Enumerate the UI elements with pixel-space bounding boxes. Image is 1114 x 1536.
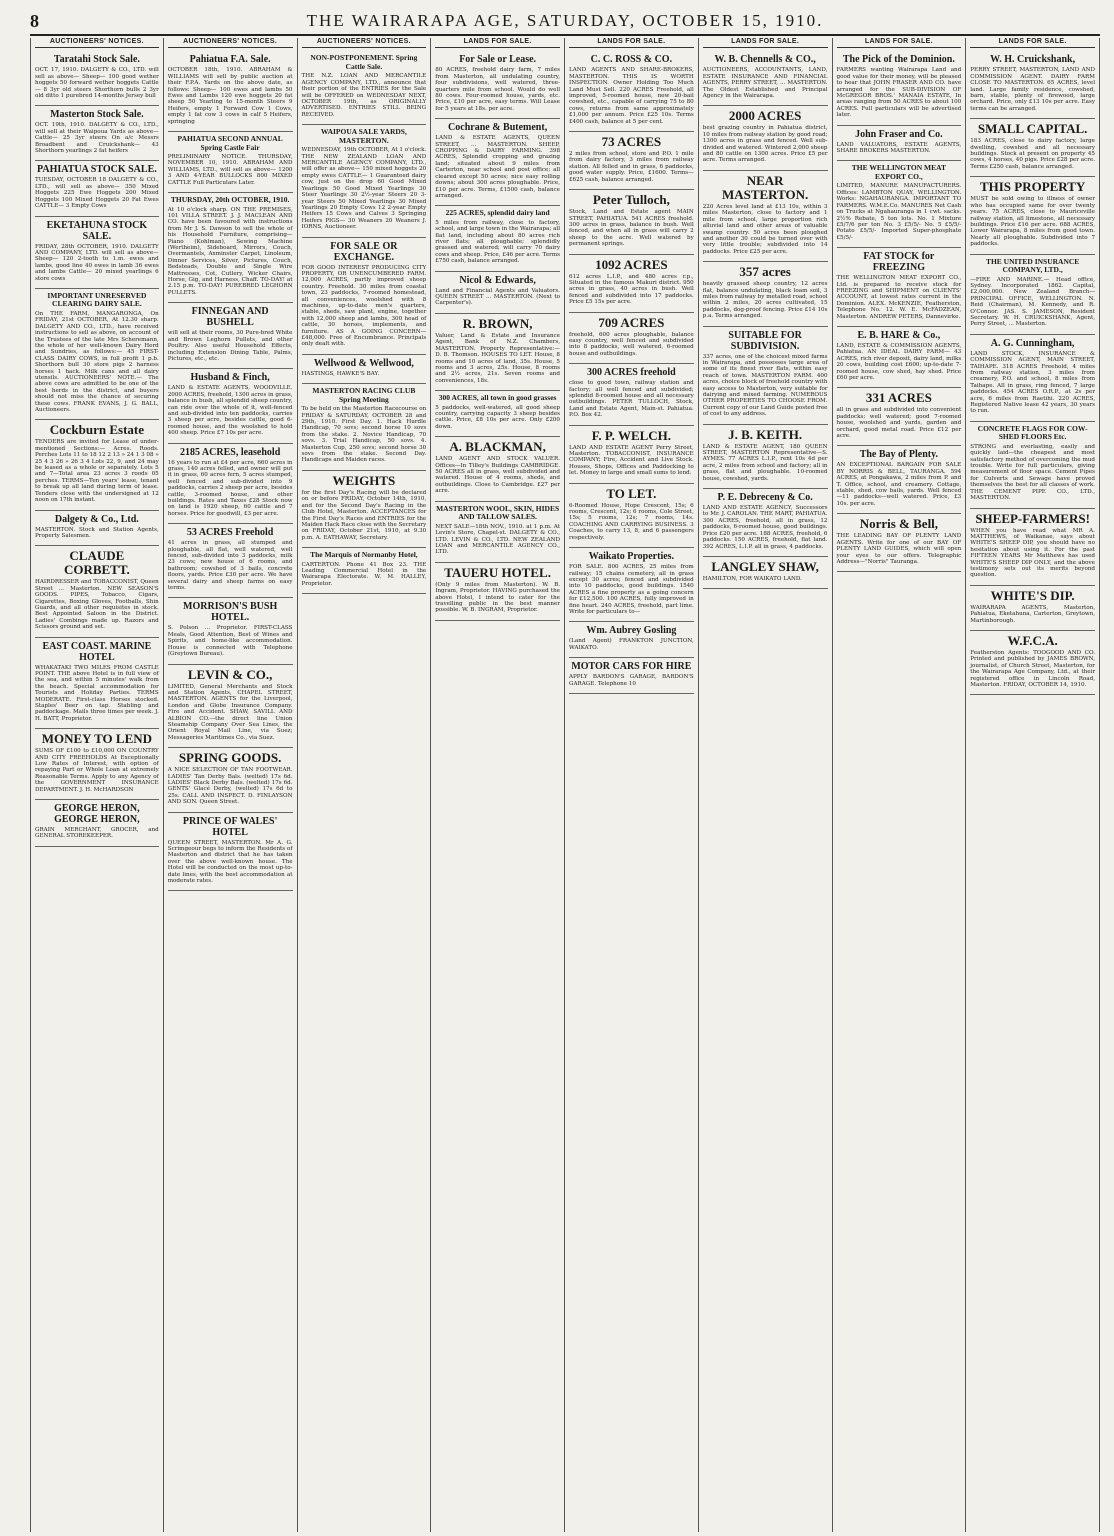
ad-heading: PRINCE OF WALES' HOTEL	[182, 815, 278, 838]
ad-body-text: S. Polson ... Proprietor. FIRST-CLASS Meals, Good Attention, Best of Wines and Spirits, and home-like accommodation. House is connected with Telephone (Greytown Bureau).	[167, 625, 293, 658]
ad-body-text: FOR GOOD INTEREST PRODUCING CITY PROPERTY, OR UNENCUMBERED FARM. 12,000 ACRES, partly improved sheep country. Freehold. 30 miles from coastal town, 23 paddocks, 7-roomed homestead, all conveniences, woolshed with 8 machines, up-to-date men's quarters, stable, sheds, saw plant, engine, together with 12,000 sheep and lambs, 300 head of cattle, 30 horses, implements, and furniture. AS A GOING CONCERN— £48,000. Free of Encumbrance. Principals only dealt with.	[301, 264, 427, 348]
ad-heading: 73 ACRES	[601, 134, 662, 150]
advertisement	[168, 193, 293, 303]
advertisement	[970, 177, 1095, 254]
advertisement	[703, 106, 828, 170]
ad-heading: LANGLEY SHAW,	[711, 558, 819, 574]
ad-heading: THE WELLINGTON MEAT EXPORT CO.,	[851, 163, 946, 181]
advertisement	[837, 327, 962, 388]
ad-body-text: LAND AGENTS AND SHARE-BROKERS, MASTERTON. THIS IS WORTH INSPECTION. Owner Holding Too Much Land Must Sell. 220 ACRES Freehold, all improved, 5-roomed house, new 20-bail cowshed, etc., capable of carrying 75 to 80 cows, returns from same approximately £1,000 per annum. Price £25 10s. Terms £400 cash, balance at 5 per cent.	[569, 67, 694, 125]
advertisement	[35, 729, 159, 800]
ad-heading: A. G. Cunningham,	[990, 337, 1075, 349]
advertisement	[970, 335, 1095, 422]
ad-body-text: OCTOBER 18th, 1910. ABRAHAM & WILLIAMS will sell by public auction at their F.P.A. Yards on the above date, as follows: Sheep— 100 ewes and lambs 50 Ewes and Lambs 120 ewe hoggets 20 fat sheep 50 Yearling to 15-month Steers 9 Heifers, empty 1 Forward Cow 1 Cows, empty 1 fat cow 3 cows in calf 5 Heifers, springing	[167, 67, 293, 125]
column-7	[833, 38, 967, 1532]
ad-heading: Husband & Finch,	[190, 372, 270, 384]
ad-heading: MORRISON'S BUSH HOTEL.	[183, 601, 278, 624]
ad-body-text: CARTERTON. Phone 41 Box 23. THE Leading Commercial Hotel in the Wairarapa Electorate. W. M. HALLEY, Proprietor.	[301, 561, 427, 587]
ad-body-text: 2 miles from school, store and P.O. 1 mile from dairy factory, 3 miles from railway station. All felled and in grass, 6 paddocks, good water supply. Price, £1600. Terms—£625 cash, balance arranged.	[569, 151, 694, 183]
ad-body-text: 6-Roomed House, Hope Crescent, 15s; 6 rooms, Crescent, 12s; 6 rooms, Cole Street, 15s; 5 rooms, 12s; 7 rooms, 14s. COACHING AND CARRYING BUSINESS. 3 Coaches, to carry 13, 8, and 6 passengers respectively.	[569, 502, 694, 541]
advertisement	[970, 509, 1095, 586]
advertisement	[837, 161, 962, 248]
ad-body-text: Featherston Agents: TOOGOOD AND CO. Printed and published by JAMES BROWN, journalist, of Church Street, Masterton, for the Wairarapa Age Company, Ltd., at their registered office in Lincoln Road, Masterton. FRIDAY, OCTOBER 14, 1910.	[970, 649, 1095, 688]
advertisement	[970, 51, 1095, 119]
ad-body-text: 5 miles from railway, close to factory, school, and large town in the Wairarapa; all flat land, including about 80 acres rich river flats; all ploughable; splendidly grassed and watered; will carry 70 dairy cows and sheep. Price, £46 per acre. Terms £750 cash, balance arranged.	[435, 219, 560, 265]
ad-body-text: 183 ACRES, close to dairy factory, large dwelling, cowshed and all necessary buildings. Stock at present on property 45 cows, 4 horses, 40 pigs. Price £28 per acre. Terms £250 cash, balance arranged.	[970, 138, 1095, 170]
ad-body-text: 5 paddocks, well-watered, all good sheep country, carrying capacity 3 sheep besides cattle. Price, £8 10s per acre. Only £200 down.	[435, 404, 560, 430]
advertisement	[569, 484, 694, 548]
ad-heading: TAUERU HOTEL.	[444, 564, 551, 580]
ad-body-text: FARMERS wanting Wairarapa Land and good value for their money, will be pleased to hear that JOHN FRASER AND CO. have arranged for the SUB-DIVISION OF McGREGOR BROS.' MANAIA ESTATE, In areas ranging from 50 ACRES to about 100 ACRES. Full particulars will be advertised later.	[836, 67, 962, 119]
ad-body-text: (Land Agent) FRANKTON JUNCTION, WAIKATO.	[569, 638, 694, 651]
ad-body-text: APPLY BARDON'S GARAGE, BARDON'S GARAGE. Telephone 10	[569, 674, 694, 687]
ad-body-text: 220 Acres level land at £13 10s, within 3 miles Masterton, close to factory and 1 mile from school, large proportion rich alluvial land and other areas of valuable swamp country. 50 acres been ploughed and another 30 could be turned over with very little trouble; subdivided into 14 paddocks. Price £25 per acre.	[702, 203, 828, 255]
advertisement	[302, 125, 427, 237]
ad-body-text: SUMS OF £100 to £10,000 ON COUNTRY AND CITY FREEHOLDS At Exceptionally Low Rates of Interest, with option of repaying Part or Whole Loan at extremely Reasonable Terms. Apply to any Agency of the GOVERNMENT INSURANCE DEPARTMENT. J. H. McHARDSON	[35, 748, 159, 793]
advertisement	[837, 388, 962, 446]
advertisement	[35, 289, 159, 421]
ad-body-text: LAND AGENT AND STOCK VALUER. Offices—In Tilley's Buildings CAMBRIDGE. 50 ACRES all in grass, well subdivided and watered. House of 4 rooms, sheds, and outbuildings. Close to Cambridge. £27 per acre.	[435, 456, 560, 495]
column-header: LANDS FOR SALE.	[703, 38, 828, 48]
ad-body-text: MASTERTON. Stock and Station Agents, Property Salesmen.	[35, 526, 159, 539]
ad-body-text: QUEEN STREET, MASTERTON. Mr A. G. Scrimgeour begs to inform the Residents of Masterton and district that he has taken over the above well-known house. The Hotel will be conducted on the most up-to-date lines, with the best accommodation at moderate rates.	[167, 839, 293, 885]
advertisement	[435, 51, 560, 119]
ad-body-text: LAND STOCK, INSURANCE & COMMISSION AGENT, MAIN STREET, TAIHAPE. 318 ACRES Freehold, 4 miles from railway station, 3 miles from creamery, P.O. and school, 8 miles from Taihape. All in grass, ring fenced, 7 large paddocks. 454 ACRES O.R.P., at 2s per acre, 6 miles from Raetihi. 220 ACRES, Registered Native lease 42 years, 30 years to run.	[970, 350, 1095, 415]
ad-heading: Dalgety & Co., Ltd.	[54, 513, 139, 525]
advertisement	[703, 557, 828, 589]
advertisement	[569, 548, 694, 622]
ad-heading: GEORGE HERON, GEORGE HERON,	[54, 803, 140, 826]
ad-body-text: AUCTIONEERS, ACCOUNTANTS, LAND, ESTATE INSURANCE AND FINANCIAL AGENTS, PERRY STREET, ... MASTERTON. The Oldest Established and Principal Agency in the Wairarapa.	[702, 67, 828, 100]
masthead	[30, 8, 1100, 36]
column-grid	[30, 38, 1100, 1532]
ad-heading: PAHIATUA STOCK SALE.	[36, 164, 157, 176]
ad-heading: E. B. HARE & Co.,	[857, 329, 941, 341]
ad-body-text: 80 ACRES, freehold dairy farm, 7 miles from Masterton, all undulating country, four subdivisions, well watered, three-quarters mile from school. Would do well 80 cows. Four-roomed house, yards, etc. Price, £10 per acre, easy terms. Will Lease for 5 years at 18s. per acre.	[435, 67, 560, 112]
ad-heading: PAHIATUA SECOND ANNUAL Spring Castle Fair	[177, 134, 283, 152]
ad-body-text: THE WELLINGTON MEAT EXPORT CO., Ltd. is prepared to receive stock for FREEZING and SHIPMENT on CLIENTS' ACCOUNT, at lowest rates current in the Dominion. ALEX. McKENZIE, Featherston, Telephone No. 12. W. E. McFADZEAN, Masterton. ANDREW PETERS, Dannevirke.	[836, 275, 962, 320]
advertisement	[703, 262, 828, 326]
advertisement	[569, 132, 694, 190]
ad-body-text: WEDNESDAY, 19th OCTOBER, At 1 o'clock. THE NEW ZEALAND LOAN AND MERCANTILE AGENCY COMPANY, LTD., will offer as above— 150 mixed hoggets 20 empty ewes CATTLE— 1 Guaranteed dairy cow, just on the drop 60 Good Mixed Yearlings 50 Good Mixed Yearlings 30 Steer Yearlings 30 2½-year Steers 20 3-year Steers 50 Mixed Yearlings 30 Mixed Yearlings 20 Empty Cows 12 2-year Empty Heifers 15 Cows and Calves 3 Springing Heifers PIGS— 30 Weaners 20 Weaners J. IORNS, Auctioneer.	[301, 147, 427, 231]
advertisement	[569, 426, 694, 484]
ad-heading: F. P. WELCH.	[591, 427, 672, 443]
ad-body-text: A NICE SELECTION OF TAN FOOTWEAR. LADIES' Tan Derby Bals. (welted) 17s 6d. LADIES' Black Derby Bals. (welted) 17s 6d. GENTS' Glacé Derby, (welted) 17s 6d to 25s. CALL AND INSPECT. D. FINLAYSON AND SON. Queen Street.	[167, 767, 293, 806]
ad-heading: A. BLACKMAN,	[449, 439, 546, 455]
ad-heading: Norris & Bell,	[859, 516, 939, 532]
ad-body-text: 337 acres, one of the choicest mixed farms in Wairarapa, and possesses large area of some of its finest river flats, within easy reach of town. MASTERTON FARM. 400 acres, choice block of freehold country with easy access to Masterton, very suitable for dairying and mixed farming. NUMEROUS OTHER PROPERTIES TO CHOOSE FROM. Current copy of our Land Guide posted free of cost to any address.	[702, 353, 828, 418]
newspaper-title-line: THE WAIRARAPA AGE, SATURDAY, OCTOBER 15, 1910.	[306, 11, 824, 30]
advertisement	[35, 51, 159, 106]
ad-heading: NEAR MASTERTON.	[721, 172, 809, 202]
ad-body-text: 16 years to run at £4 per acre, 660 acres in grass, 140 acres felled, and owner will put it in grass, 60 acres fern, 5 acres stumped, well fenced and sub-divided into 9 paddocks, carries 2 sheep per acre, besides cattle, 3-roomed house, and other buildings. Rates and Taxes £28 Stock now on land is 1920 sheep, 60 cattle and 7 horses. Price for goodwill, £3 per acre.	[167, 459, 293, 517]
ad-heading: THE UNITED INSURANCE COMPANY, LTD.,	[985, 256, 1080, 275]
advertisement	[168, 598, 293, 664]
ad-body-text: LAND & ESTATE AGENTS, QUEEN STREET, ... MASTERTON. SHEEP, CROPPING & DAIRY FARMING. 398 ACRES, Splendid cropping and grazing land; situated about 9 miles from Carterton, near school and post office; all cleared except 50 acres; nice easy rolling downs; about 300 acres ploughable. Price, £10 per acre. Terms, £1500 cash, balance arranged.	[435, 135, 560, 199]
ad-heading: J. B. KEITH.	[728, 426, 803, 442]
ad-heading: Pahiatua F.A. Sale.	[189, 54, 271, 66]
ad-body-text: LIMITED, MANURE MANUFACTURERS. Offices: LAMBTON QUAY, WELLINGTON. Works: NGAHAURANGA. IMPORTANT TO FARMERS. W.M.E.Co. MANURES Net Cash on Trucks at Ngahauranga in 1 cwt. sacks. 2½% Rebate, 5 ton lots. No. 1 Mixture £5/7/6 per ton No. 3 £5/5/- No. 5 £5/5/- Potato £5/5/- Imported Super-phosphate £5/5/-	[836, 183, 962, 241]
advertisement	[168, 303, 293, 369]
ad-body-text: PERRY STREET, MASTERTON, LAND AND COMMISSION AGENT. DAIRY FARM CLOSE TO MASTERTON. 65 ACRES, level land. Large family residence, cowshed, barn, stable, plenty of firewood, large orchard. Price, only £13 10s per acre. Easy terms can be arranged.	[970, 67, 1095, 112]
advertisement	[35, 161, 159, 216]
ad-body-text: TUESDAY, OCTOBER 18 DALGETY & CO., LTD., will sell as above— 350 Mixed Hoggets 225 Ewe Hoggets 200 Mixed Hoggets 100 Mixed Hoggets 20 Fat Ewes CATTLE— 3 Empty Cows	[35, 177, 159, 210]
advertisement	[435, 206, 560, 271]
ad-body-text: LAND AND ESTATE AGENCY, Successors to Mr. J. CAROLAN. THE MART, PAHIATUA. 300 ACRES, freehold, all in grass, 12 paddocks, 6-roomed house, good buildings. Price £20 per acre. 188 ACRES, freehold, 6 paddocks. 150 ACRES, freehold, flat land. 392 ACRES, L.I.P. all in grass, 4 paddocks.	[702, 505, 828, 550]
ad-heading: SUITABLE FOR SUBDIVISION.	[728, 329, 802, 352]
ad-heading: NON-POSTPONEMENT. Spring Cattle Sale.	[310, 53, 418, 71]
ad-body-text: FRIDAY, 28th OCTOBER, 1910. DALGETY AND COMPANY, LTD. will sell as above— Sheep— 120 2-tooth to 1.m. ewes and lambs, good line 40 ewes in lamb 36 ewes and lambs Cattle— 20 mixed yearlings 6 store cows	[35, 243, 159, 282]
ad-body-text: all in grass and subdivided into convenient paddocks; well watered; good 7-roomed house, woolshed and yards, garden and orchard, good metal road. Price £12 per acre.	[836, 407, 962, 440]
ad-heading: IMPORTANT UNRESERVED CLEARING DAIRY SALE.	[47, 290, 147, 309]
advertisement	[302, 51, 427, 125]
ad-body-text: THE LEADING BAY OF PLENTY LAND AGENTS. Write for one of our BAY OF PLENTY LAND GUIDES, which will open your eyes to our offers. Telegraphic Address—"Norris" Tauranga.	[836, 533, 962, 565]
column-header: AUCTIONEERS' NOTICES.	[35, 38, 159, 48]
ad-body-text: Land and Financial Agents and Valuators. QUEEN STREET ... MASTERTON. (Next to Carpenter's).	[435, 287, 560, 307]
ad-heading: Cockburn Estate	[49, 422, 144, 438]
advertisement	[35, 546, 159, 637]
ad-heading: P. E. Debreceny & Co.	[717, 492, 813, 504]
advertisement	[703, 51, 828, 106]
ad-heading: Cochrane & Butement,	[448, 122, 548, 134]
advertisement	[35, 800, 159, 847]
ad-heading: 225 ACRES, splendid dairy land	[445, 208, 550, 218]
ad-body-text: WHAKATAKI TWO MILES FROM CASTLE POINT. THE above Hotel is in full view of the sea, and within 5 minutes' walk from the beach. Special accommodation for Tourists and Holiday Parties. TERMS MODERATE. First-class Horses stocked. Staples' Beer on tap. Stabling and paddockage. Mails three times per week. J. H. BATT, Proprietor.	[35, 664, 159, 722]
advertisement	[35, 106, 159, 161]
advertisement	[35, 638, 159, 730]
column-header: AUCTIONEERS' NOTICES.	[302, 38, 427, 48]
ad-body-text: Stock, Land and Estate agent MAIN STREET, PAHIATUA. 541 ACRES freehold. 300 acres in grass, balance in bush. Well fenced, and when all in grass will carry 2 sheep to the acre. Well watered by permanent springs.	[569, 209, 694, 248]
ad-heading: W. B. Chennells & CO.,	[714, 54, 816, 66]
ad-body-text: NEXT SALE—18th NOV., 1910. at 1 p.m. At Levin's Store, Chapel-st. DALGETY & CO., LTD. LEVIN & CO., LTD. NEW ZEALAND LOAN and MERCANTILE AGENCY CO., LTD.	[435, 523, 560, 556]
ad-heading: For Sale or Lease.	[459, 54, 537, 66]
ad-heading: 300 ACRES, all town in good grasses	[438, 393, 557, 403]
advertisement	[703, 489, 828, 557]
advertisement	[302, 355, 427, 384]
ad-body-text: FOR SALE. 800 ACRES, 25 miles from railway; 15 chains cemetery, all in grass except 30 acres; fenced and subdivided into 10 paddocks, good buildings. 1540 ACRES a fine property as a going concern for £12,500. 100 ACRES, fully improved in fine heart. 240 ACRES, freehold, part lime. Write for particulars to—	[569, 564, 694, 615]
ad-heading: 2185 ACRES, leasehold	[179, 446, 281, 458]
advertisement	[168, 813, 293, 892]
advertisement	[970, 255, 1095, 335]
ad-heading: Masterton Stock Sale.	[50, 109, 144, 121]
advertisement	[703, 171, 828, 262]
ad-body-text: GRAIN MERCHANT, GROCER, and GENERAL STOREKEEPER.	[35, 827, 159, 840]
ad-heading: CONCRETE FLAGS FOR COW-SHED FLOORS Etc.	[977, 423, 1088, 442]
advertisement	[435, 563, 560, 621]
ad-heading: 357 acres	[739, 264, 791, 280]
ad-heading: MASTERTON WOOL, SKIN, HIDES AND TALLOW SALES.	[436, 503, 560, 522]
advertisement	[435, 272, 560, 314]
ad-heading: EAST COAST. MARINE HOTEL	[42, 640, 152, 663]
ad-heading: WHITE'S DIP.	[990, 587, 1075, 603]
advertisement	[703, 327, 828, 425]
advertisement	[168, 524, 293, 598]
ad-body-text: LIMITED, General Merchants and Stock and Station Agents, CHAPEL STREET, MASTERTON. AGENTS for the Liverpool, London and Globe Insurance Company. Fire and Accident. SHAW, SAVILL AND ALBION CO.—the direct line Union Steamship Company Over Sea Lines, the Orient Royal Mail Line, via Suez; Messageries Maritimes Co., via Suez.	[167, 683, 293, 741]
advertisement	[302, 238, 427, 355]
ad-heading: The Marquis of Normanby Hotel,	[310, 550, 418, 560]
advertisement	[569, 51, 694, 132]
advertisement	[302, 548, 427, 594]
ad-heading: W.F.C.A.	[1007, 632, 1058, 648]
ad-body-text: PRELIMINARY NOTICE. THURSDAY, NOVEMBER 10, 1910. ABRAHAM AND WILLIAMS, LTD., will sell as above— 1200 3 AND 4-YEAR BULLOCKS 800 MIXED CATTLE Full Particulars Later.	[167, 154, 293, 186]
advertisement	[302, 471, 427, 548]
column-2	[164, 38, 298, 1532]
ad-body-text: HAIRDRESSER and TOBACCONIST, Queen Street ... Masterton. NEW SEASON'S GOODS. PIPES, Tobacco, Cigars, Cigarettes, Boxing Gloves, Footballs, Shin Guards, and all other requisites in stock. Best Appointed Saloon in the District. Ladies' Combings made up. Razors and Scissors ground and set.	[35, 579, 159, 631]
advertisement	[837, 446, 962, 514]
ad-heading: The Pick of the Dominion.	[842, 54, 955, 66]
ad-heading: Peter Tulloch,	[592, 192, 670, 208]
ad-body-text: At 10 o'clock sharp. ON THE PREMISES, 101 VILLA STREET. J. J. MACLEAN AND CO. have been favoured with instructions from Mr J. S. Dawson to sell the whole of his Household Furniture, comprising— Piano (Kohlman), Sewing Machine (Wertheim), Sideboard, Mirrors, Couch, Overmantels, Axminster Carpet, Linoleum, Dinner Services, Silver, Pictures, Couch, Bedsteads, Double and Single Wire Mattresses, Cot, Cutlery, Wicker Chairs, Horse, Gig, and Harness, Chaff. TO-DAY! at 2.15 p.m. TO-DAY! PUREBRED LEGHORN PULLETS.	[167, 206, 293, 296]
ad-body-text: LAND & ESTATE AGENTS, WOODVILLE. 2000 ACRES, freehold, 1300 acres in grass, balance in bush, all splendid sheep country, can ride over the whole of it, well-fenced and sub-divided into ten paddocks, carries 3 sheep per acre, besides cattle, good 6-roomed house, and the woolshed to hold 400 sheep. Price £7 10s per acre.	[167, 385, 293, 437]
ad-heading: Taratahi Stock Sale.	[53, 54, 140, 66]
ad-body-text: OCT. 17, 1910. DALGETY & CO., LTD. will sell as above— Sheep— 100 good wether hoggets 50 forward wether hoggets Cattle— 8 3yr old steers Shorthorn bulls 2 3yr old ditto 1 purebred 14-months Jersey bull	[35, 67, 159, 100]
ad-heading: FINNEGAN AND BUSHELL	[191, 306, 269, 329]
column-header: LANDS FOR SALE.	[837, 38, 962, 48]
advertisement	[837, 51, 962, 125]
advertisement	[435, 119, 560, 206]
ad-body-text: Valuer, Land & Estate and Insurance Agent, Bank of N.Z. Chambers, MASTERTON. Property Representative:— D. B. Thomson. HOUSES TO LET. House, 8 rooms and 10 acres of land, 35s. House, 5 rooms and 3 acres, 25s. House, 8 rooms and 2½ acres, 21s. Seven rooms and conveniences, 18s.	[435, 332, 560, 384]
ad-heading: 331 ACRES	[865, 390, 932, 406]
advertisement	[168, 444, 293, 525]
ad-heading: CLAUDE CORBETT.	[63, 548, 130, 578]
advertisement	[970, 119, 1095, 177]
ad-heading: TO LET.	[606, 485, 657, 501]
advertisement	[703, 425, 828, 489]
page-number: 8	[30, 10, 39, 31]
advertisement	[435, 314, 560, 391]
ad-heading: R. BROWN,	[462, 315, 533, 331]
advertisement	[569, 190, 694, 254]
ad-body-text: close to good town, railway station and factory; all well fenced and subdivided; splendid 8-roomed house and all necessary outbuildings. PETER TULLOCH, Stock, Land and Estate Agent, Main-st. Pahiatua. P.O. Box 42.	[569, 380, 694, 419]
ad-heading: 53 ACRES Freehold	[186, 527, 274, 539]
ad-body-text: heavily grassed sheep country, 12 acres flat, balance undulating, black loam soil, 3 miles from railway by metalled road, school within 2 miles, 20 acres cultivated, 15 paddocks, dog-proof fencing. Price £14 10s p.a. Terms arranged.	[702, 281, 828, 320]
column-8	[966, 38, 1100, 1532]
ad-body-text: STRONG and everlasting, easily and quickly laid—the cheapest and most satisfactory method of overcoming the mud trouble. Write for full particulars, giving measurement of floor space. Cement Pipes for Culverts and Sewage have proved themselves the best for all classes of work. THE CEMENT PIPE CO., LTD., MASTERTON.	[970, 443, 1095, 502]
ad-heading: 709 ACRES	[598, 314, 665, 330]
ad-heading: Wm. Aubrey Gosling	[586, 625, 677, 637]
advertisement	[569, 313, 694, 365]
column-header: LANDS FOR SALE.	[970, 38, 1095, 48]
advertisement	[35, 511, 159, 547]
advertisement	[569, 255, 694, 313]
ad-heading: 300 ACRES freehold	[587, 367, 676, 379]
column-4	[431, 38, 565, 1532]
ad-heading: Wellwood & Wellwood,	[313, 357, 414, 369]
ad-body-text: To be held on the Masterton Racecourse on FRIDAY & SATURDAY, OCTOBER 28 and 29th, 1910. First Day. 1. Hack Hurdle Handicap, 70 sovs; second horse 10 sovs from the stake. 2. Novice Handicap, 70 sovs. 3. Trial Handicap, 50 sovs. 4. Masterton Cup, 250 sovs; second horse 30 sovs from the stake. Second Day. Handicaps and Maiden races.	[301, 406, 427, 464]
advertisement	[837, 514, 962, 572]
ad-body-text: will sell at their rooms, 30 Pure-bred White and Brown Leghorn Pullets, and other Poultry. Also useful Household Effects, including Extension Dining Table, Palms, Pictures, etc., etc.	[167, 330, 293, 362]
ad-body-text: —FIRE AND MARINE.— Head office, Sydney. Incorporated 1862. Capital, £2,000,000. New Zealand Branch— PRINCIPAL OFFICE, WELLINGTON. N. Reid (Chairman), M. Kennedy, and R. O'Connor. JAS. S. JAMESON, Resident Secretary. W. H. CRUICKSHANK, Agent, Perry Street, ... Masterton.	[970, 276, 1095, 328]
ad-body-text: 612 acres L.I.P., and 480 acres r.p., Situated in the famous Makuri district. 950 acres in grass, 40 acres in bush. Well fenced and subdivided into 17 paddocks. Price £5 15s per acre.	[569, 273, 694, 306]
ad-body-text: MUST be sold owing to illness of owner who has occupied same for over twenty years. 75 ACRES, close to Mauriceville railway station, all limestone, all necessary buildings. Price £16 per acre. 688 ACRES, Lower Wairarapa, 8 miles from good town. Nearly all ploughable. Subdivided into 7 paddocks.	[970, 196, 1095, 248]
ad-body-text: LAND, ESTATE & COMMISSION AGENTS, Pahiatua. AN IDEAL DAIRY FARM— 43 ACRES, rich river deposit, dairy land, milks 20 cows, building cost £600; up-to-date 7-roomed house, cow shed, hay shed. Price £60 per acre.	[836, 342, 962, 381]
advertisement	[837, 126, 962, 162]
ad-body-text: AN EXCEPTIONAL BARGAIN FOR SALE BY NORRIS & BELL, TAURANGA. 594 ACRES, at Pongakawa, 2 miles from P. and T. Office, school, and creamery. Cottage, stable, shed, cow bails, yards. Well fenced—11 paddocks—well watered. Price, £3 10s. per acre.	[836, 462, 962, 507]
ad-heading: 2000 ACRES	[728, 108, 802, 124]
ad-heading: W. H. Cruickshank,	[990, 54, 1076, 66]
ad-body-text: On THE FARM, MANGARONGA, On FRIDAY, 21st OCTOBER, At 12.30 sharp. DALGETY AND CO., LTD., have received instructions to sell as above, on account of the Trustees of the late Mrs Scheremann, the whole of her well-known Dairy Herd and Sundries, as follows:— 45 FIRST-CLASS DAIRY COWS, in full profit 1 p.b. Shorthorn bull 30 store pigs 2 harness horses 1 hack. Milk cans and all dairy utensils. AUCTIONEERS' NOTE.— The above cows are admitted to be one of the best herds in the district, and buyers should not miss the chance of securing these cows. FRANK EVANS, J. G. BALL, Auctioneers.	[35, 310, 159, 414]
ad-heading: SPRING GOODS.	[178, 750, 282, 766]
advertisement	[302, 384, 427, 471]
ad-body-text: TENDERS are invited for Lease of under-mentioned Sections:— Acres. Roods. Perches Lots 11 to 18 12 2 13 » 24 1 3 08 » 25 4 3 26 » 26 3 4 Lots 22, 9, and 24 may be leased as a whole or separately. Lots 5 and 7—Total area 23 acres 3 roods 05 perches. TERMS—Ten years' lease, tenant to break up all land during term of lease. Tenders close with the undersigned at 12 noon on 17th instant.	[35, 439, 159, 504]
ad-heading: MASTERTON RACING CLUB Spring Meeting	[312, 386, 416, 404]
ad-heading: Waikato Properties.	[588, 551, 675, 563]
advertisement	[168, 132, 293, 193]
ad-body-text: WAIRARAPA AGENTS, Masterton, Pahiatua, Eketahuna, Carterton, Greytown, Martinborough.	[970, 604, 1095, 624]
column-header: LANDS FOR SALE.	[435, 38, 560, 48]
ad-body-text: HAMILTON, FOR WAIKATO LAND.	[702, 575, 802, 582]
ad-heading: MONEY TO LEND	[41, 731, 153, 747]
ad-body-text: HASTINGS, HAWKE'S BAY.	[301, 370, 380, 377]
advertisement	[569, 364, 694, 425]
column-6	[699, 38, 833, 1532]
ad-body-text: LAND VALUATORS, ESTATE AGENTS, SHARE BROKERS MASTERTON.	[836, 141, 962, 155]
ad-heading: WAIPOUA SALE YARDS, MASTERTON.	[320, 127, 407, 145]
advertisement	[168, 369, 293, 443]
advertisement	[35, 217, 159, 289]
ad-heading: LEVIN & CO.,	[187, 666, 273, 682]
advertisement	[970, 631, 1095, 695]
advertisement	[168, 51, 293, 132]
ad-body-text: LAND AND ESTATE AGENT Perry Street, Masterton. TOBACCONIST, INSURANCE COMPANY; Fire, Accident and Live Stock. Houses, Shops, Offices and Paddocking to let. Money in large and small sums to lend.	[569, 444, 694, 477]
ad-heading: MOTOR CARS FOR HIRE	[571, 661, 692, 673]
advertisement	[837, 248, 962, 327]
ad-heading: THURSDAY, 20th OCTOBER, 1910.	[170, 195, 290, 205]
advertisement	[435, 502, 560, 563]
ad-body-text: THE N.Z. LOAN AND MERCANTILE AGENCY COMPANY, LTD., announce that their portion of the ENTRIES for the Sale will be OFFERED on WEDNESDAY NEXT, OCTOBER 19th, as ORIGINALLY ADVERTISED. ENTRIES STILL BEING RECEIVED.	[301, 73, 427, 118]
ad-heading: The Bay of Plenty.	[859, 449, 939, 461]
ad-body-text: for the first Day's Racing will be declared on or before FRIDAY, October 14th, 1910, and for the Second Day's Racing in the Club Hotel, Masterton. ACCEPTANCES for the First Day's Races and ENTRIES for the Maiden Hack Race close with the Secretary on FRIDAY, October 21st, 1910, at 9.30 p.m. A. EATHAWAY, Secretary.	[301, 489, 427, 541]
ad-heading: WEIGHTS	[332, 472, 396, 488]
ad-heading: SHEEP-FARMERS!	[975, 510, 1090, 526]
column-1	[30, 38, 164, 1532]
advertisement	[970, 422, 1095, 509]
advertisement	[569, 658, 694, 694]
ad-body-text: LAND & ESTATE AGENT, 180 QUEEN STREET, MASTERTON Representative—S. AYMES. 77 ACRES L.I.P., rent 10s 4d per acre, 2 miles from school and factory; all in grass, flat and ploughable. 10-roomed house, cowshed, yards.	[702, 443, 828, 482]
ad-heading: FOR SALE OR EXCHANGE.	[330, 240, 398, 263]
advertisement	[970, 586, 1095, 631]
ad-heading: Nicol & Edwards,	[459, 274, 536, 286]
column-header: LANDS FOR SALE.	[569, 38, 694, 48]
advertisement	[168, 748, 293, 812]
advertisement	[168, 665, 293, 749]
ad-heading: C. C. ROSS & CO.	[590, 54, 673, 66]
ad-body-text: best grazing country in Pahiatua district, 10 miles from railway station by good road; 1300 acres in grass and fenced. Well sub-divided and watered. Wintered 2,000 sheep and 80 cattle on 1300 acres. Price £5 per acre. Terms arranged.	[702, 125, 828, 164]
ad-heading: EKETAHUNA STOCK SALE.	[46, 219, 148, 242]
ad-body-text: 41 acres in grass, all stumped and ploughable, all flat, well watered, well fenced, sub-divided into 3 paddocks, milk 23 cows; new house of 6 rooms, and bathroom; cowshed of 3 bails, concrete floors, yards. Price £30 per acre. We have several dairy and sheep farms on easy terms.	[167, 540, 293, 592]
advertisement	[435, 391, 560, 437]
ad-body-text: (Only 9 miles from Masterton). W. B. Ingram, Proprietor. HAVING purchased the above Hotel, I intend to cater for the travelling public in the best manner possible. W. B. INGRAM, Proprietor.	[435, 581, 560, 614]
ad-body-text: WHEN you have read what MR A. MATTHEWS, of Waikanae, says about WHITE'S SHEEP DIP, you should have no hesitation about using it. For the past FIFTEEN YEARS Mr Matthews has used WHITE'S SHEEP DIP ONLY, and the above testimony sets out its merits beyond question.	[970, 527, 1095, 579]
ad-heading: FAT STOCK for FREEZING	[863, 251, 935, 274]
advertisement	[435, 437, 560, 501]
advertisement	[35, 420, 159, 510]
ad-heading: John Fraser and Co.	[855, 128, 943, 140]
advertisement	[569, 622, 694, 658]
column-header: AUCTIONEERS' NOTICES.	[168, 38, 293, 48]
ad-heading: 1092 ACRES	[595, 256, 668, 272]
ad-heading: THIS PROPERTY	[979, 179, 1086, 195]
ad-heading: SMALL CAPITAL.	[977, 121, 1088, 137]
ad-body-text: freehold, 600 acres ploughable, balance easy country, well fenced and subdivided into 8 paddocks, well watered, 6-roomed house and outbuildings.	[569, 331, 694, 357]
ad-body-text: OCT. 19th, 1910. DALGETY & CO., LTD., will sell at their Waipoua Yards as above— Cattle— 25 3yr steers On a/c Messrs Broadbent and Cruickshank— 43 Shorthorn yearlings 2 fat heifers	[35, 122, 159, 155]
column-5	[565, 38, 699, 1532]
column-3	[298, 38, 432, 1532]
